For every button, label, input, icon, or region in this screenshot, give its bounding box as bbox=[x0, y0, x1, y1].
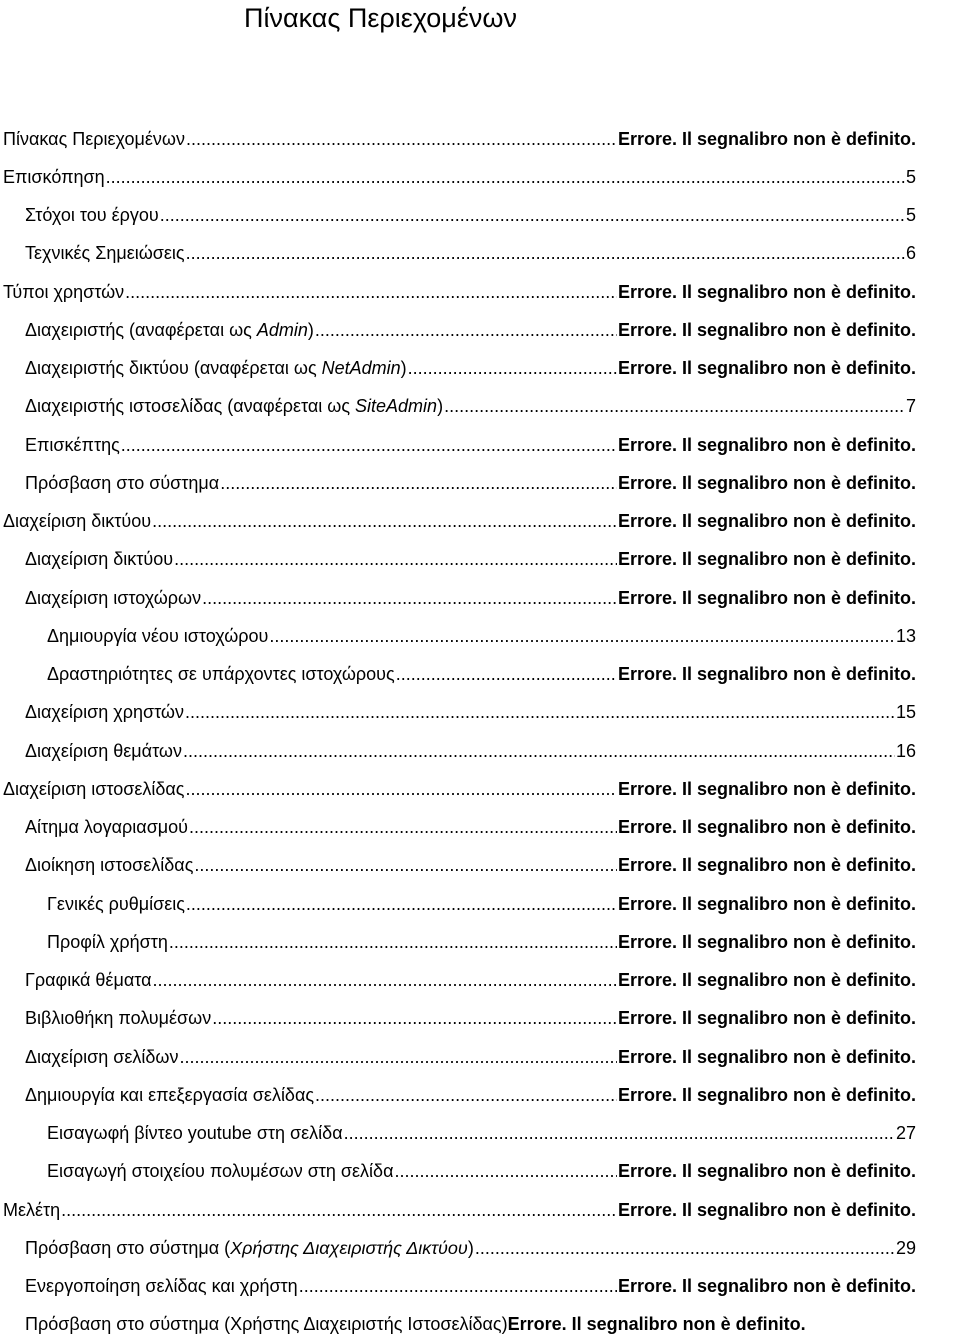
toc-leader bbox=[185, 779, 616, 800]
toc-entry-label: Διαχείριση χρηστών bbox=[25, 701, 184, 722]
toc-entry-page: Errore. Il segnalibro non è definito. bbox=[617, 319, 916, 340]
toc-entry-label: Επισκέπτης bbox=[25, 434, 120, 455]
toc-entry[interactable] bbox=[25, 1038, 916, 1076]
toc-entry-label: Τύποι χρηστών bbox=[3, 281, 125, 302]
toc-entry-label-part: ) bbox=[437, 395, 444, 416]
toc-entry-page: Errore. Il segnalibro non è definito. bbox=[617, 931, 916, 952]
toc-leader bbox=[408, 358, 617, 379]
toc-entry-page: Errore. Il segnalibro non è definito. bbox=[617, 281, 916, 302]
toc-leader bbox=[121, 435, 617, 456]
toc-entry-label: Πρόσβαση στο σύστημα bbox=[25, 472, 220, 493]
toc-entry[interactable] bbox=[47, 617, 916, 655]
toc-entry[interactable] bbox=[25, 732, 916, 770]
toc-entry-label-italic: NetAdmin bbox=[321, 357, 401, 378]
toc-entry-label: Διαχείριση ιστοσελίδας bbox=[3, 778, 185, 799]
toc-entry-label: Διαχείριση σελίδων bbox=[25, 1046, 179, 1067]
toc-entry-page: 5 bbox=[905, 204, 916, 225]
toc-entry-page: Errore. Il segnalibro non è definito. bbox=[617, 128, 916, 149]
toc-entry-page: Errore. Il segnalibro non è definito. bbox=[617, 893, 916, 914]
toc-entry-label-part: ) bbox=[467, 1237, 474, 1258]
toc-entry-page: Errore. Il segnalibro non è definito. bbox=[617, 778, 916, 799]
toc-entry-label: Πρόσβαση στο σύστημα (Χρήστης Διαχειριστής Ιστοσελίδας) bbox=[25, 1313, 508, 1334]
toc-entry-label: Αίτημα λογαριασμού bbox=[25, 816, 189, 837]
toc-entry[interactable] bbox=[47, 1152, 916, 1190]
toc-entry[interactable] bbox=[3, 158, 916, 196]
toc-entry[interactable] bbox=[3, 120, 916, 158]
toc-entry-page: Errore. Il segnalibro non è definito. bbox=[507, 1313, 806, 1334]
toc-entry-label bbox=[25, 358, 407, 379]
toc-entry[interactable] bbox=[25, 464, 916, 502]
toc-entry-page: Errore. Il segnalibro non è definito. bbox=[617, 1007, 916, 1028]
page-title: Πίνακας Περιεχομένων bbox=[244, 3, 517, 33]
toc-entry[interactable] bbox=[3, 1191, 916, 1229]
toc-entry-page: Errore. Il segnalibro non è definito. bbox=[617, 816, 916, 837]
toc-entry[interactable] bbox=[3, 770, 916, 808]
toc-leader bbox=[396, 664, 617, 685]
toc-entry-page: Errore. Il segnalibro non è definito. bbox=[617, 357, 916, 378]
toc-entry-page: Errore. Il segnalibro non è definito. bbox=[617, 1275, 916, 1296]
toc-entry-label: Διαχείριση δικτύου bbox=[25, 548, 174, 569]
toc-entry-page: Errore. Il segnalibro non è definito. bbox=[617, 434, 916, 455]
toc-leader bbox=[186, 129, 617, 150]
toc-entry-page: Errore. Il segnalibro non è definito. bbox=[617, 854, 916, 875]
toc-entry[interactable] bbox=[47, 885, 916, 923]
toc-entry[interactable] bbox=[25, 387, 916, 425]
toc-entry-label-italic: SiteAdmin bbox=[355, 395, 438, 416]
toc-entry-label: Δημιουργία και επεξεργασία σελίδας bbox=[25, 1084, 315, 1105]
toc-leader bbox=[194, 855, 617, 876]
toc-entry-label: Γραφικά θέματα bbox=[25, 969, 152, 990]
toc-entry[interactable] bbox=[47, 923, 916, 961]
toc-entry-page: Errore. Il segnalibro non è definito. bbox=[617, 587, 916, 608]
toc-entry-label: Εισαγωγή στοιχείου πολυμέσων στη σελίδα bbox=[47, 1160, 394, 1181]
toc-entry-label: Τεχνικές Σημειώσεις bbox=[25, 242, 185, 263]
toc-entry-page: 6 bbox=[905, 242, 916, 263]
toc-entry[interactable] bbox=[3, 273, 916, 311]
toc-entry-label: Επισκόπηση bbox=[3, 166, 105, 187]
toc-leader bbox=[152, 511, 617, 532]
toc-entry[interactable] bbox=[25, 1267, 916, 1305]
toc-leader bbox=[444, 396, 905, 417]
toc-leader bbox=[185, 702, 895, 723]
toc-leader bbox=[169, 932, 617, 953]
toc-entry-label: Διαχείριση ιστοχώρων bbox=[25, 587, 202, 608]
toc-entry[interactable] bbox=[47, 1114, 916, 1152]
toc-entry-page: Errore. Il segnalibro non è definito. bbox=[617, 548, 916, 569]
toc-leader bbox=[220, 473, 617, 494]
toc-entry-label: Στόχοι του έργου bbox=[25, 204, 159, 225]
toc-leader bbox=[202, 588, 617, 609]
toc-entry-label: Διοίκηση ιστοσελίδας bbox=[25, 854, 194, 875]
toc-entry[interactable] bbox=[25, 1229, 916, 1267]
toc-entry-page: 7 bbox=[905, 395, 916, 416]
toc-entry-page: Errore. Il segnalibro non è definito. bbox=[617, 472, 916, 493]
toc-entry-label: Γενικές ρυθμίσεις bbox=[47, 893, 185, 914]
toc-entry-label: Μελέτη bbox=[3, 1199, 61, 1220]
toc-entry-label: Προφίλ χρήστη bbox=[47, 931, 168, 952]
toc-entry[interactable] bbox=[3, 502, 916, 540]
toc-entry-label bbox=[25, 1238, 474, 1259]
toc-leader bbox=[160, 205, 905, 226]
toc-entry-label-part: ) bbox=[400, 357, 407, 378]
toc-entry-page: Errore. Il segnalibro non è definito. bbox=[617, 510, 916, 531]
toc-entry-page: 13 bbox=[895, 625, 916, 646]
toc-leader bbox=[186, 894, 617, 915]
toc-entry-label: Δραστηριότητες σε υπάρχοντες ιστοχώρους bbox=[47, 663, 395, 684]
toc-entry-label-part: ) bbox=[307, 319, 314, 340]
toc-entry-page: Errore. Il segnalibro non è definito. bbox=[617, 663, 916, 684]
toc-entry[interactable] bbox=[25, 1076, 916, 1114]
toc-entry[interactable] bbox=[25, 693, 916, 731]
toc-entry-label bbox=[25, 396, 443, 417]
toc-entry-page: 29 bbox=[895, 1237, 916, 1258]
toc-entry-label: Διαχείριση δικτύου bbox=[3, 510, 152, 531]
toc-entry[interactable] bbox=[25, 196, 916, 234]
toc-leader bbox=[153, 970, 617, 991]
toc-entry[interactable] bbox=[25, 234, 916, 272]
toc-leader bbox=[315, 320, 617, 341]
toc-entry[interactable] bbox=[25, 999, 916, 1037]
toc-entry-label: Ενεργοποίηση σελίδας και χρήστη bbox=[25, 1275, 298, 1296]
toc-entry-page: Errore. Il segnalibro non è definito. bbox=[617, 1160, 916, 1181]
toc-entry-page: Errore. Il segnalibro non è definito. bbox=[617, 969, 916, 990]
toc-entry-page: 16 bbox=[895, 740, 916, 761]
toc-entry-label bbox=[25, 320, 314, 341]
toc-entry-page: 5 bbox=[905, 166, 916, 187]
toc-entry[interactable] bbox=[25, 349, 916, 387]
toc-entry-label-part: Διαχειριστής (αναφέρεται ως bbox=[25, 319, 257, 340]
toc-entry[interactable] bbox=[25, 579, 916, 617]
toc-leader bbox=[212, 1008, 617, 1029]
toc-entry-page: 27 bbox=[895, 1122, 916, 1143]
toc-entry[interactable] bbox=[47, 655, 916, 693]
toc-entry[interactable] bbox=[25, 1305, 957, 1343]
toc-leader bbox=[186, 243, 905, 264]
toc-entry[interactable] bbox=[25, 846, 916, 884]
toc-entry[interactable] bbox=[25, 426, 916, 464]
toc-entry-label: Δημιουργία νέου ιστοχώρου bbox=[47, 625, 269, 646]
toc-entry-page: Errore. Il segnalibro non è definito. bbox=[617, 1046, 916, 1067]
toc-entry-label: Βιβλιοθήκη πολυμέσων bbox=[25, 1007, 212, 1028]
toc-entry-page: Errore. Il segnalibro non è definito. bbox=[617, 1084, 916, 1105]
toc-entry[interactable] bbox=[25, 311, 916, 349]
toc-entry-label-italic: Χρήστης Διαχειριστής Δικτύου bbox=[230, 1237, 468, 1258]
toc-leader bbox=[61, 1200, 617, 1221]
toc-entry-label-part: Διαχειριστής δικτύου (αναφέρεται ως bbox=[25, 357, 322, 378]
toc-entry[interactable] bbox=[25, 961, 916, 999]
toc-entry[interactable] bbox=[25, 540, 916, 578]
toc-leader bbox=[299, 1276, 617, 1297]
toc-leader bbox=[344, 1123, 895, 1144]
toc-entry-label-part: Διαχειριστής ιστοσελίδας (αναφέρεται ως bbox=[25, 395, 356, 416]
toc-leader bbox=[315, 1085, 617, 1106]
toc-entry-label-part: Πρόσβαση στο σύστημα ( bbox=[25, 1237, 231, 1258]
toc-leader bbox=[269, 626, 895, 647]
toc-entry[interactable] bbox=[25, 808, 916, 846]
toc-leader bbox=[189, 817, 617, 838]
toc-leader bbox=[125, 282, 617, 303]
toc-leader bbox=[475, 1238, 895, 1259]
toc-entry-label-italic: Admin bbox=[256, 319, 308, 340]
toc-leader bbox=[179, 1047, 616, 1068]
toc-leader bbox=[174, 549, 617, 570]
toc-entry-label: Εισαγωφή βίντεο youtube στη σελίδα bbox=[47, 1122, 343, 1143]
toc-entry-page: Errore. Il segnalibro non è definito. bbox=[617, 1199, 916, 1220]
toc-leader bbox=[183, 741, 895, 762]
toc-entry-label: Πίνακας Περιεχομένων bbox=[3, 128, 185, 149]
toc-leader bbox=[394, 1161, 616, 1182]
toc-leader bbox=[106, 167, 905, 188]
toc-entry-label: Διαχείριση θεμάτων bbox=[25, 740, 182, 761]
toc-entry-page: 15 bbox=[895, 701, 916, 722]
